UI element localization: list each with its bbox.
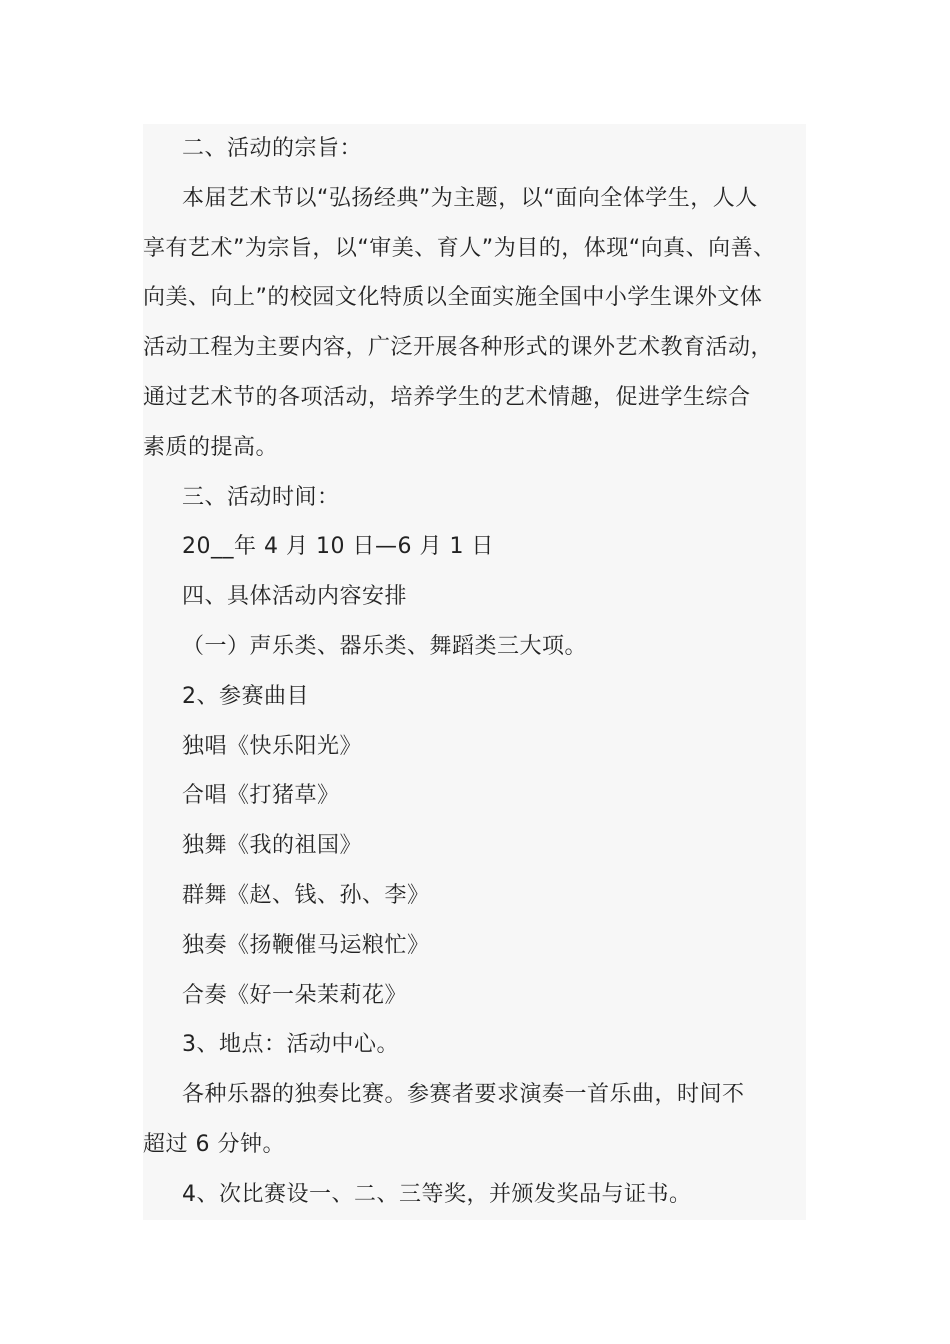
paragraph-line: 向美、向上”的校园文化特质以全面实施全国中小学生课外文体	[143, 285, 763, 311]
list-item: 合奏《好一朵茉莉花》	[182, 982, 408, 1008]
document-body	[143, 124, 806, 1220]
section-heading-content: 四、具体活动内容安排	[182, 584, 408, 610]
list-item: 独舞《我的祖国》	[182, 833, 363, 859]
activity-dates: 20__年 4 月 10 日—6 月 1 日	[182, 534, 494, 560]
awards-line: 4、次比赛设一、二、三等奖，并颁发奖品与证书。	[182, 1181, 692, 1207]
list-item: 独唱《快乐阳光》	[182, 733, 363, 759]
list-heading-repertoire: 2、参赛曲目	[182, 683, 309, 709]
paragraph-line: 超过 6 分钟。	[143, 1131, 285, 1157]
venue-line: 3、地点：活动中心。	[182, 1032, 399, 1058]
list-item: 合唱《打猪草》	[182, 783, 340, 809]
subsection-heading: （一）声乐类、器乐类、舞蹈类三大项。	[182, 633, 588, 659]
section-heading-purpose: 二、活动的宗旨：	[182, 136, 363, 161]
list-item: 独奏《扬鞭催马运粮忙》	[182, 932, 430, 958]
paragraph-line: 素质的提高。	[143, 434, 279, 460]
paragraph-line: 各种乐器的独奏比赛。参赛者要求演奏一首乐曲，时间不	[182, 1082, 745, 1108]
section-heading-time: 三、活动时间：	[182, 484, 340, 510]
paragraph-line: 享有艺术”为宗旨，以“审美、育人”为目的，体现“向真、向善、	[143, 235, 776, 261]
paragraph-line: 活动工程为主要内容，广泛开展各种形式的课外艺术教育活动，	[143, 335, 774, 361]
paragraph-line: 通过艺术节的各项活动，培养学生的艺术情趣，促进学生综合	[143, 384, 751, 410]
paragraph-line: 本届艺术节以“弘扬经典”为主题，以“面向全体学生，人人	[182, 185, 758, 211]
list-item: 群舞《赵、钱、孙、李》	[182, 882, 430, 908]
